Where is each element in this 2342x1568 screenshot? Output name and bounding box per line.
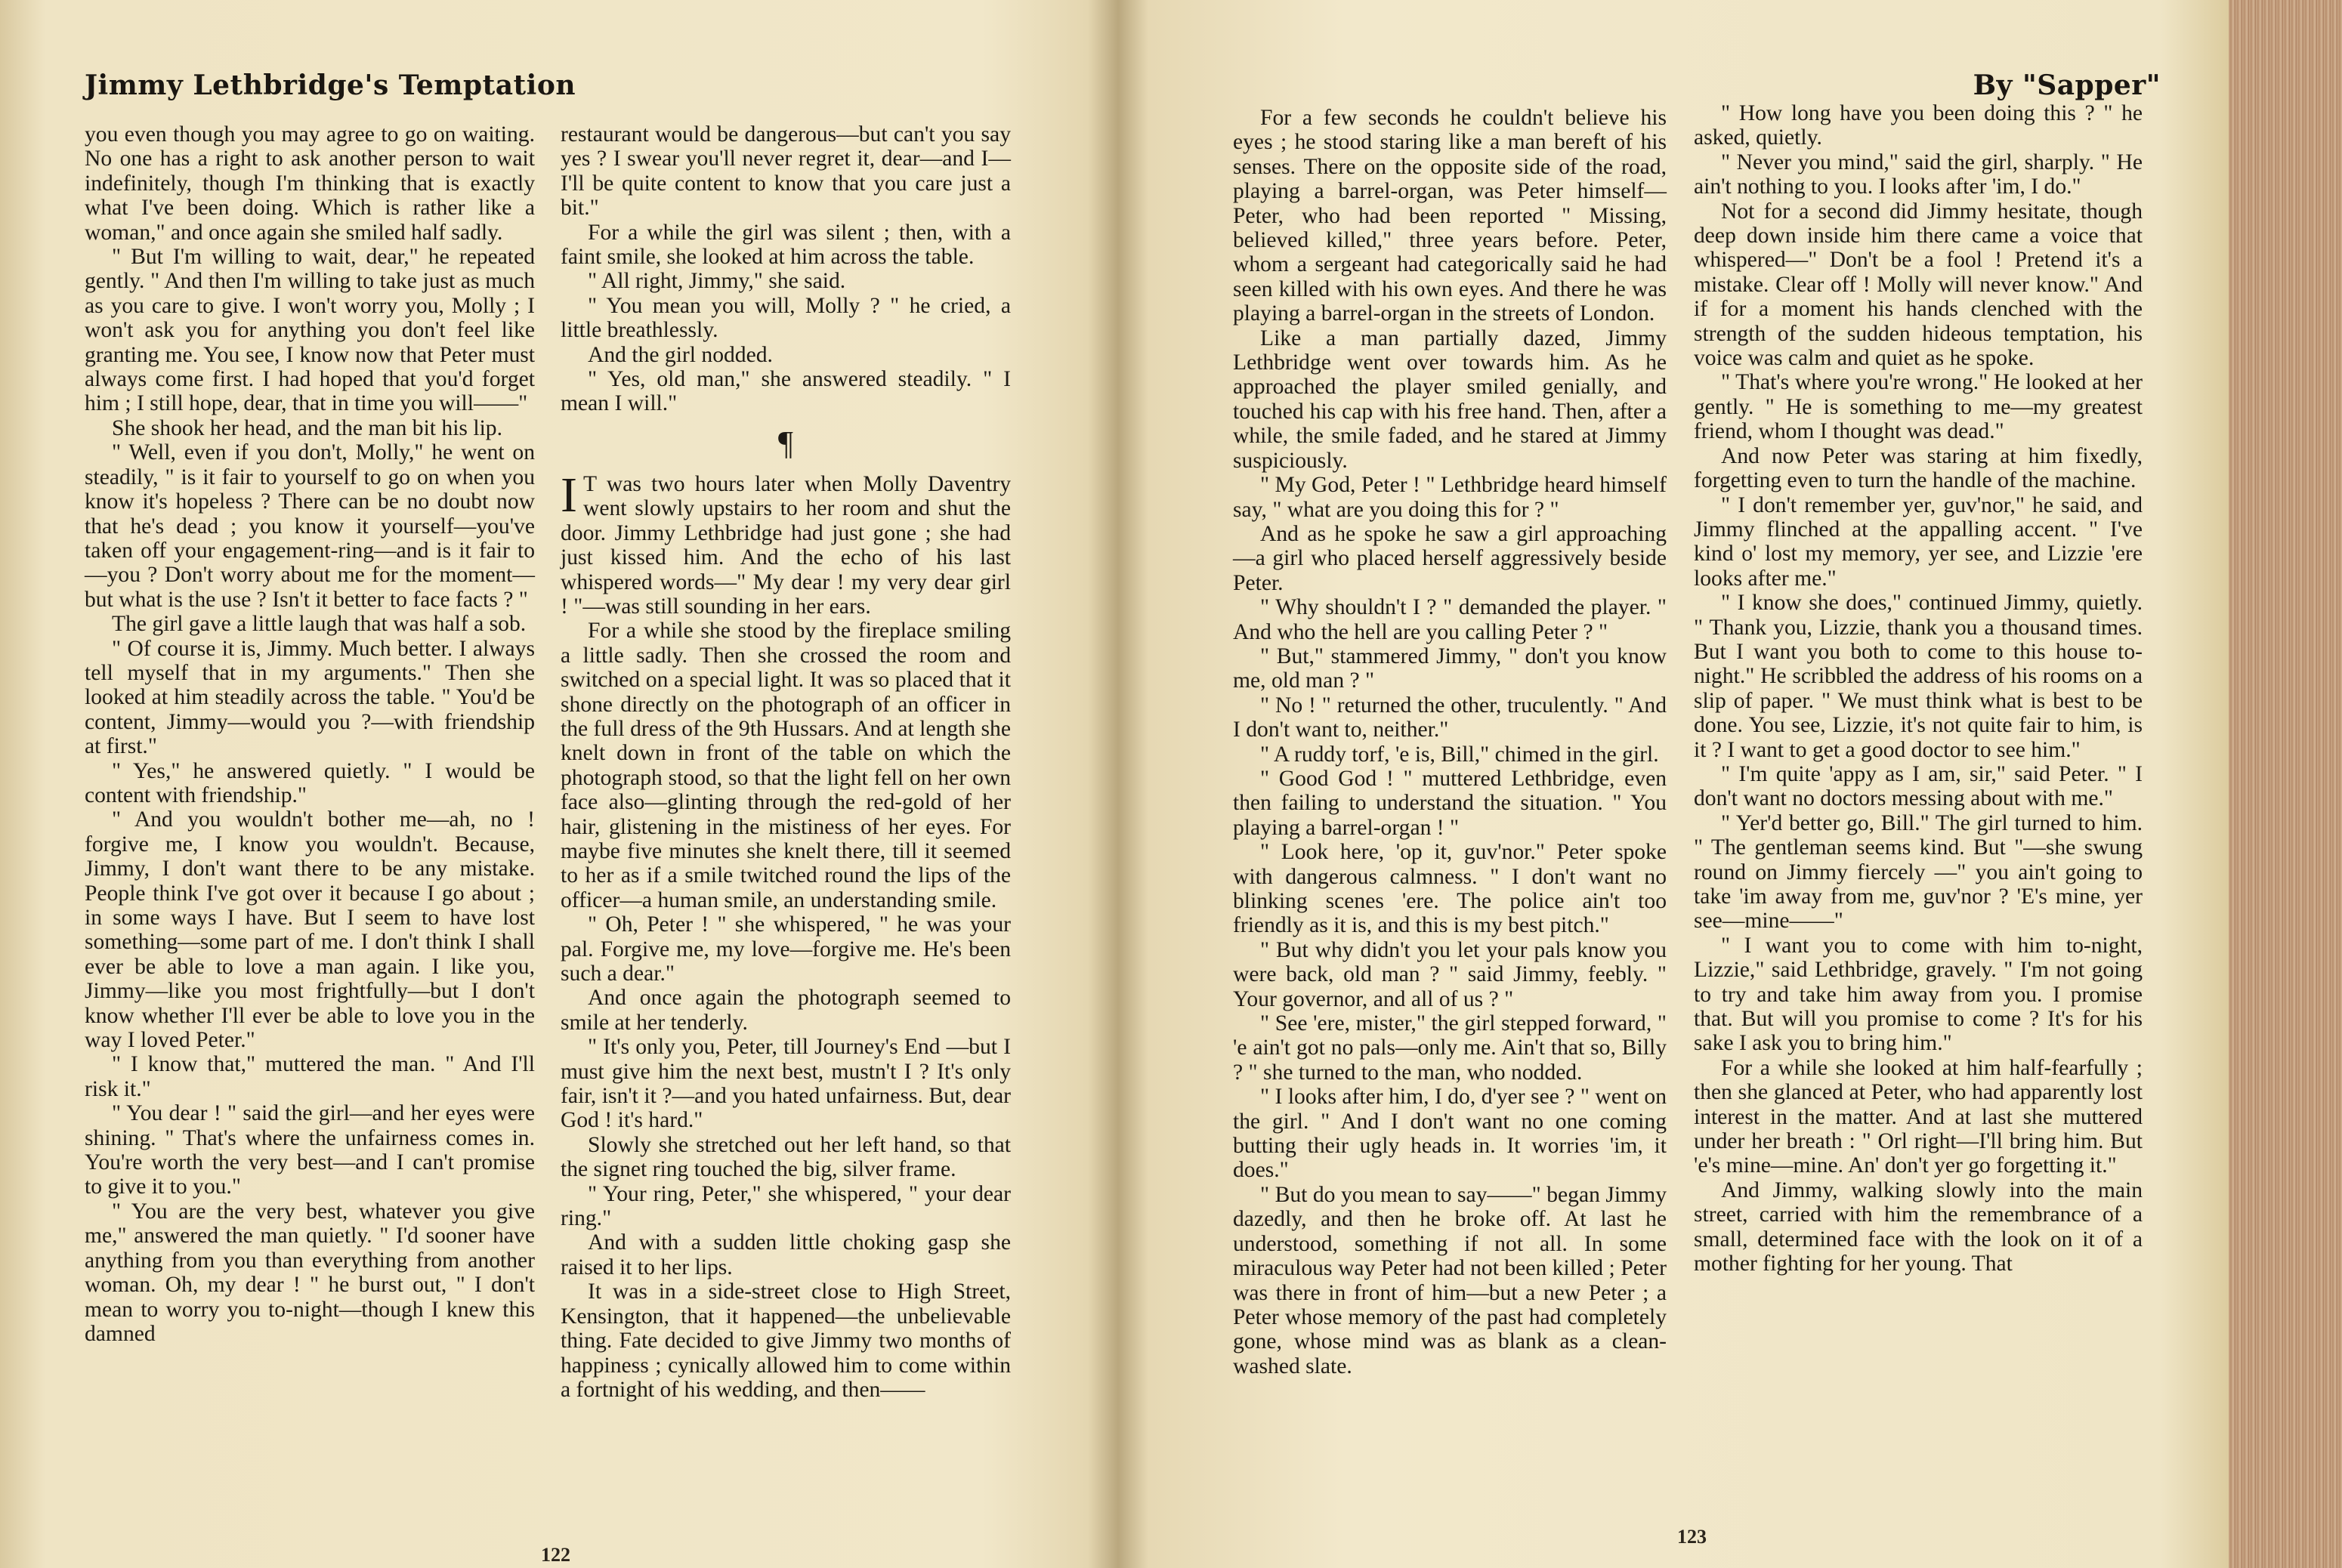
section-break-pilcrow: ¶ (778, 424, 793, 461)
paragraph: And the girl nodded. (588, 342, 773, 367)
page-number-left: 122 (541, 1544, 570, 1566)
paragraph: " Why shouldn't I ? " demanded the player. " And who the hell are you calling Peter ? " (1233, 595, 1667, 644)
paragraph: " I know that," muttered the man. " And I'll risk it." (85, 1052, 535, 1101)
paragraph: For a few seconds he couldn't believe his eyes ; he stood staring like a man bereft of his senses. There on the opposite side of the road, playing a barrel-organ, was Peter himself—Peter, who had been reported " Missing, believed killed," three years before. Peter, whom a sergeant had categorically said he had seen killed with his own eyes. And there he was playing a barrel-organ in the streets of London. (1233, 106, 1667, 326)
paragraph: restaurant would be dangerous—but can't you say yes ? I swear you'll never regret it, dear—and I—I'll be quite content to know that you care just a bit." (561, 122, 1011, 221)
page-edges (2229, 0, 2342, 1568)
paragraph: " All right, Jimmy," she said. (588, 269, 846, 294)
paragraph: " I don't remember yer, guv'nor," he said, and Jimmy flinched at the appalling accent. " I've kind o' lost my memory, yer see, and Lizzie 'ere looks after me." (1694, 492, 2143, 591)
paragraph: " I know she does," continued Jimmy, quietly. " Thank you, Lizzie, thank you a thousand times. But I want you both to come to this house to-night." He scribbled the address of his rooms on a slip of paper. " We must think what is best to be done. You see, Lizzie, it's not quite fair to him, is it ? I want to get a good doctor to see him." (1694, 591, 2143, 762)
paragraph: For a while the girl was silent ; then, with a faint smile, she looked at him across the table. (561, 220, 1011, 270)
left-page (0, 0, 1118, 1568)
paragraph: " Well, even if you don't, Molly," he went on steadily, " is it fair to yourself to go on when you know it's hopeless ? There can be no doubt now that he's dead ; you know it yourself—you've taken off your engagement-ring—and is it fair to—you ? Don't worry about me for the moment—but what is the use ? Isn't it better to face facts ? " (85, 440, 535, 612)
paragraph: you even though you may agree to go on waiting. No one has a right to ask another person to wait indefinitely, though I'm thinking that is exactly what I've been doing. Which is rather like a woman," and once again she smiled half sadly. (85, 122, 535, 245)
right-page (1118, 0, 2229, 1568)
running-header-right: By "Sapper" (1973, 69, 2161, 101)
paragraph: " But," stammered Jimmy, " don't you know me, old man ? " (1233, 644, 1667, 693)
paragraph: " Never you mind," said the girl, sharply. " He ain't nothing to you. I looks after 'im, I do." (1694, 150, 2143, 199)
paragraph: " No ! " returned the other, truculently. " And I don't want to, neither." (1233, 693, 1667, 742)
running-header-left: Jimmy Lethbridge's Temptation (85, 69, 576, 101)
left-page-column-2 (561, 122, 1011, 1402)
paragraph: And once again the photograph seemed to smile at her tenderly. (561, 986, 1011, 1035)
paragraph: " I'm quite 'appy as I am, sir," said Peter. " I don't want no doctors messing about with me." (1694, 761, 2143, 811)
right-page-column-2 (1694, 101, 2143, 1276)
left-page-column-1 (85, 122, 535, 1346)
paragraph: It was in a side-street close to High Street, Kensington, that it happened—the unbelievable thing. Fate decided to give Jimmy two months of happiness ; cynically allowed him to come within a fortnight of his wedding, and then—— (561, 1279, 1011, 1402)
paragraph: " Yes," he answered quietly. " I would be content with friendship." (85, 758, 535, 807)
paragraph: " But I'm willing to wait, dear," he repeated gently. " And then I'm willing to take just as much as you care to give. I won't worry you, Molly ; I won't ask you for anything you don't feel like granting me. You see, I know now that Peter must always come first. I had hoped that you'd forget him ; I still hope, dear, that in time you will——" (85, 245, 535, 416)
paragraph: For a while she looked at him half-fearfully ; then she glanced at Peter, who had apparently lost interest in the matter. And at last she muttered under her breath : " Orl right—I'll bring him. But 'e's mine—mine. An' don't yer go forgetting it." (1694, 1055, 2143, 1178)
paragraph: " My God, Peter ! " Lethbridge heard himself say, " what are you doing this for ? " (1233, 473, 1667, 522)
paragraph: And now Peter was staring at him fixedly, forgetting even to turn the handle of the machine. (1694, 443, 2143, 493)
paragraph: " You dear ! " said the girl—and her eyes were shining. " That's where the unfairness comes in. You're worth the very best—and I can't promise to give it to you." (85, 1101, 535, 1199)
paragraph: She shook her head, and the man bit his lip. (112, 415, 502, 440)
paragraph: " Good God ! " muttered Lethbridge, even then failing to understand the situation. " You playing a barrel-organ ! " (1233, 766, 1667, 840)
paragraph: " Yes, old man," she answered steadily. " I mean I will." (561, 367, 1011, 416)
paragraph: " Look here, 'op it, guv'nor." Peter spoke with dangerous calmness. " I don't want no blinking scenes 'ere. The police ain't too friendly as it is, and this is my best pitch." (1233, 840, 1667, 938)
paragraph: " You are the very best, whatever you give me," answered the man quietly. " I'd sooner have anything from you than everything from another woman. Oh, my dear ! " he burst out, " I don't mean to worry you to-night—though I knew this damned (85, 1199, 535, 1346)
paragraph: And Jimmy, walking slowly into the main street, carried with him the remembrance of a small, determined face with the look on it of a mother fighting for her young. That (1694, 1178, 2143, 1276)
paragraph: Not for a second did Jimmy hesitate, though deep down inside him there came a voice that whispered—" Don't be a fool ! Pretend it's a mistake. Clear off ! Molly will never know." And if for a moment his hands clenched with the strength of the sudden hideous temptation, his voice was calm and quiet as he spoke. (1694, 199, 2143, 371)
paragraph: For a while she stood by the fireplace smiling a little sadly. Then she crossed the room and switched on a special light. It was so placed that it shone directly on the photograph of an officer in the full dress of the 9th Hussars. And at length she knelt down in front of the table on which the photograph stood, so that the light fell on her own face also—glinting through the red-gold of her hair, glistening in the mistiness of her eyes. For maybe five minutes she knelt there, till it seemed to her as if a smile twitched round the lips of the officer—a human smile, an understanding smile. (561, 619, 1011, 912)
right-page-column-1 (1233, 106, 1667, 1378)
paragraph: " A ruddy torf, 'e is, Bill," chimed in the girl. (1260, 742, 1659, 767)
paragraph: " And you wouldn't bother me—ah, no ! forgive me, I know you wouldn't. Because, Jimmy, I don't want there to be any mistake. People think I've got over it because I go about ; in some ways I have. But I seem to have lost something—some part of me. I don't think I shall ever be able to love a man again. I like you, Jimmy—like you most frightfully—but I don't know whether I'll ever be able to love you in the way I loved Peter." (85, 807, 535, 1053)
paragraph: " Your ring, Peter," she whispered, " your dear ring." (561, 1181, 1011, 1231)
paragraph-text: T was two hours later when Molly Daventry went slowly upstairs to her room and shut the door. Jimmy Lethbridge had just gone ; she had just kissed him. And the echo of his last whispered words—" My dear ! my very dear girl ! "—was still sounding in her ears. (561, 471, 1011, 619)
paragraph: " How long have you been doing this ? " he asked, quietly. (1694, 101, 2143, 150)
paragraph: " See 'ere, mister," the girl stepped forward, " 'e ain't got no pals—only me. Ain't that so, Billy ? " she turned to the man, who nodded. (1233, 1011, 1667, 1085)
paragraph: The girl gave a little laugh that was half a sob. (112, 612, 527, 637)
paragraph-with-dropcap (561, 467, 1011, 619)
paragraph: " Of course it is, Jimmy. Much better. I always tell myself that in my arguments." Then she looked at him steadily across the table. " You'd be content, Jimmy—would you ?—with friendship at first." (85, 636, 535, 759)
paragraph: " Yer'd better go, Bill." The girl turned to him. " The gentleman seems kind. But "—she swung round on Jimmy fiercely —" you ain't going to take 'im away from me, guv'nor ? 'E's mine, yer see—mine——" (1694, 810, 2143, 934)
paragraph: " I want you to come with him to-night, Lizzie," said Lethbridge, gravely. " I'm not going to try and take him away from you. I promise that. But will you promise to come ? It's for his sake I ask you to bring him." (1694, 933, 2143, 1056)
paragraph: " That's where you're wrong." He looked at her gently. " He is something to me—my greatest friend, whom I thought was dead." (1694, 370, 2143, 444)
paragraph: " It's only you, Peter, till Journey's End —but I must give him the next best, mustn't I ? It's only fair, isn't it ?—and you hated unfairness. But, dear God ! it's hard." (561, 1035, 1011, 1133)
drop-cap: I (561, 467, 577, 523)
paragraph: " But why didn't you let your pals know you were back, old man ? " said Jimmy, feebly. " Your governor, and all of us ? " (1233, 937, 1667, 1011)
paragraph: " But do you mean to say——" began Jimmy dazedly, and then he broke off. At last he understood, something if not all. In some miraculous way Peter had not been killed ; Peter was there in front of him—but a new Peter ; a Peter whose memory of the past had completely gone, whose mind was as blank as a clean-washed slate. (1233, 1182, 1667, 1378)
paragraph: " You mean you will, Molly ? " he cried, a little breathlessly. (561, 293, 1011, 343)
page-number-right: 123 (1677, 1526, 1707, 1548)
paragraph: " I looks after him, I do, d'yer see ? " went on the girl. " And I don't want no one coming butting their ugly heads in. It worries 'im, it does." (1233, 1085, 1667, 1183)
paragraph: Slowly she stretched out her left hand, so that the signet ring touched the big, silver frame. (561, 1132, 1011, 1182)
paragraph: And with a sudden little choking gasp she raised it to her lips. (561, 1230, 1011, 1279)
paragraph: And as he spoke he saw a girl approaching —a girl who placed herself aggressively beside Peter. (1233, 521, 1667, 595)
paragraph: Like a man partially dazed, Jimmy Lethbridge went over towards him. As he approached the player smiled genially, and touched his cap with his free hand. Then, after a while, the smile faded, and he stared at Jimmy suspiciously. (1233, 326, 1667, 473)
paragraph: " Oh, Peter ! " she whispered, " he was your pal. Forgive me, my love—forgive me. He's been such a dear." (561, 912, 1011, 986)
